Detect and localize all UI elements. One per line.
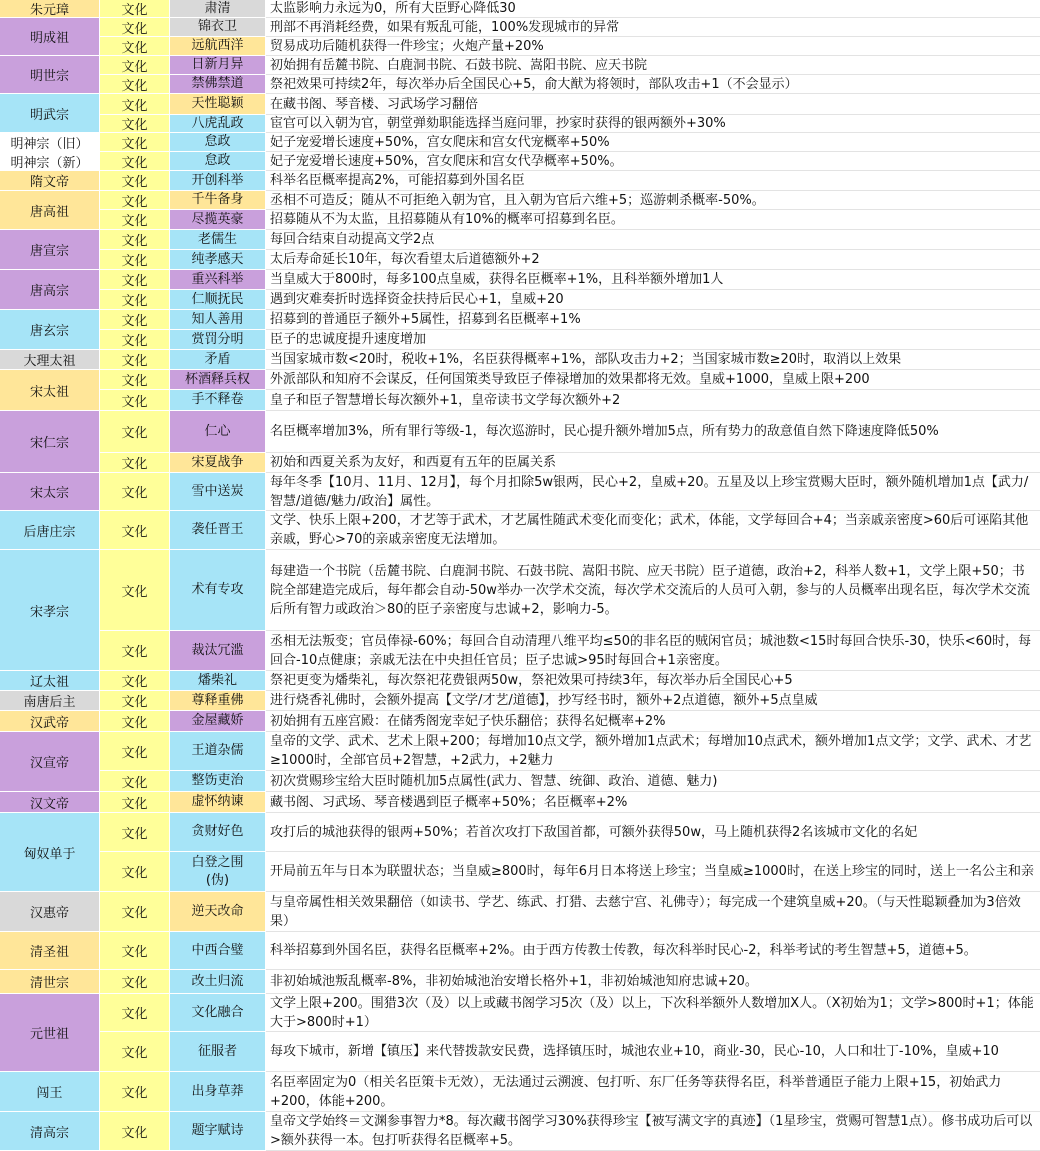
trait-effect-cell: 宦官可以入朝为官，朝堂弹劾职能选择当庭问罪，抄家时获得的银两额外+30% xyxy=(266,115,1040,133)
trait-effect-cell: 丞相无法叛变；官员俸禄-60%；每回合自动清理八维平均≤50的非名臣的贼闲官员；城池数<15时每回合快乐-30，快乐<60时，每回合-10点健康；亲戚无法在中央担任官员；臣子忠诚>95时每回合+1亲密度。 xyxy=(266,631,1040,671)
category-cell: 文化 xyxy=(100,152,170,171)
trait-name-cell: 征服者 xyxy=(170,1032,266,1072)
trait-effect-cell: 祭祀效果可持续2年，每次举办后全国民心+5，俞大猷为将领时，部队攻击+1（不会显示） xyxy=(266,75,1040,94)
trait-name-cell: 锦衣卫 xyxy=(170,18,266,37)
trait-name-cell: 题字赋诗 xyxy=(170,1112,266,1151)
trait-effect-cell: 文学、快乐上限+200，才艺等于武术，才艺属性随武术变化而变化；武术，体能，文学每回合+4；当亲戚亲密度>60后可诬陷其他亲戚，野心>70的亲戚亲密度无法增加。 xyxy=(266,511,1040,550)
emperor-name-cell: 明成祖 xyxy=(0,18,100,56)
category-cell: 文化 xyxy=(100,732,170,771)
category-cell: 文化 xyxy=(100,453,170,473)
trait-name-cell: 金屋藏娇 xyxy=(170,711,266,732)
trait-name-cell: 贪财好色 xyxy=(170,813,266,852)
trait-effect-cell: 丞相不可造反；随从不可拒绝入朝为官，且入朝为官后六维+5；巡游刺杀概率-50%。 xyxy=(266,191,1040,210)
trait-name-cell: 矛盾 xyxy=(170,350,266,370)
category-cell: 文化 xyxy=(100,0,170,18)
emperor-name-cell: 明世宗 xyxy=(0,56,100,94)
category-cell: 文化 xyxy=(100,631,170,671)
category-cell: 文化 xyxy=(100,932,170,970)
trait-name-cell: 禁佛禁道 xyxy=(170,75,266,94)
trait-name-cell: 知人善用 xyxy=(170,310,266,330)
trait-effect-cell: 与皇帝属性相关效果翻倍（如读书、学艺、练武、打猎、去慈宁宫、礼佛寺）；每完成一个建筑皇威+20。（与天性聪颖叠加为3倍效果） xyxy=(266,892,1040,932)
category-cell: 文化 xyxy=(100,852,170,892)
trait-name-cell: 老儒生 xyxy=(170,230,266,250)
category-cell: 文化 xyxy=(100,350,170,370)
emperor-name-cell: 宋太祖 xyxy=(0,370,100,411)
emperor-name-cell: 宋仁宗 xyxy=(0,411,100,473)
emperor-name-cell: 清世宗 xyxy=(0,970,100,994)
trait-name-cell: 日新月异 xyxy=(170,56,266,75)
emperor-name-cell: 大理太祖 xyxy=(0,350,100,370)
emperor-name-cell: 闯王 xyxy=(0,1072,100,1112)
category-cell: 文化 xyxy=(100,230,170,250)
trait-name-cell: 袭任晋王 xyxy=(170,511,266,550)
category-cell: 文化 xyxy=(100,310,170,330)
trait-name-cell: 怠政 xyxy=(170,133,266,152)
emperor-name-cell: 宋孝宗 xyxy=(0,550,100,671)
emperor-name-cell: 明神宗（旧） xyxy=(0,133,100,152)
trait-name-cell: 白登之围 (伪) xyxy=(170,852,266,892)
trait-name-cell: 王道杂儒 xyxy=(170,732,266,771)
trait-name-cell: 术有专攻 xyxy=(170,550,266,631)
trait-name-cell: 燔柴礼 xyxy=(170,671,266,691)
trait-name-cell: 雪中送炭 xyxy=(170,473,266,511)
emperor-name-cell: 南唐后主 xyxy=(0,691,100,711)
category-cell: 文化 xyxy=(100,171,170,191)
trait-effect-cell: 皇帝的文学、武术、艺术上限+200；每增加10点文学，额外增加1点武术；每增加10点武术，额外增加1点文学；文学、武术、才艺≥1000时，全部官员+2智慧，+2武力，+2魅力 xyxy=(266,732,1040,771)
trait-name-cell: 八虎乱政 xyxy=(170,115,266,133)
emperor-name-cell: 唐玄宗 xyxy=(0,310,100,350)
category-cell: 文化 xyxy=(100,711,170,732)
trait-name-cell: 仁心 xyxy=(170,411,266,453)
category-cell: 文化 xyxy=(100,330,170,350)
category-cell: 文化 xyxy=(100,390,170,411)
category-cell: 文化 xyxy=(100,56,170,75)
trait-effect-cell: 每年冬季【10月、11月、12月】，每个月扣除5w银两，民心+2，皇威+20。五星及以上珍宝赏赐大臣时，额外随机增加1点【武力/智慧/道德/魅力/政治】属性。 xyxy=(266,473,1040,511)
trait-name-cell: 中西合璧 xyxy=(170,932,266,970)
trait-effect-cell: 招募到的普通臣子额外+5属性，招募到名臣概率+1% xyxy=(266,310,1040,330)
category-cell: 文化 xyxy=(100,133,170,152)
emperor-name-cell: 唐高宗 xyxy=(0,270,100,310)
trait-effect-cell: 招募随从不为太监，且招募随从有10%的概率可招募到名臣。 xyxy=(266,210,1040,230)
category-cell: 文化 xyxy=(100,550,170,631)
trait-name-cell: 远航西洋 xyxy=(170,37,266,56)
category-cell: 文化 xyxy=(100,370,170,390)
trait-effect-cell: 当皇威大于800时，每多100点皇威，获得名臣概率+1%，且科举额外增加1人 xyxy=(266,270,1040,290)
category-cell: 文化 xyxy=(100,1112,170,1151)
category-cell: 文化 xyxy=(100,970,170,994)
trait-name-cell: 仁顺抚民 xyxy=(170,290,266,310)
trait-name-cell: 整饬吏治 xyxy=(170,771,266,792)
trait-name-cell: 肃清 xyxy=(170,0,266,18)
emperor-name-cell: 朱元璋 xyxy=(0,0,100,18)
category-cell: 文化 xyxy=(100,270,170,290)
trait-name-cell: 赏罚分明 xyxy=(170,330,266,350)
category-cell: 文化 xyxy=(100,792,170,813)
trait-effect-cell: 攻打后的城池获得的银两+50%；若首次攻打下敌国首都，可额外获得50w，马上随机获得2名该城市文化的名妃 xyxy=(266,813,1040,852)
category-cell: 文化 xyxy=(100,210,170,230)
trait-effect-cell: 臣子的忠诚度提升速度增加 xyxy=(266,330,1040,350)
trait-effect-cell: 妃子宠爱增长速度+50%，宫女爬床和宫女代孕概率+50%。 xyxy=(266,152,1040,171)
category-cell: 文化 xyxy=(100,37,170,56)
trait-name-cell: 尊释重佛 xyxy=(170,691,266,711)
emperor-name-cell: 汉文帝 xyxy=(0,792,100,813)
category-cell: 文化 xyxy=(100,892,170,932)
category-cell: 文化 xyxy=(100,511,170,550)
category-cell: 文化 xyxy=(100,473,170,511)
category-cell: 文化 xyxy=(100,1072,170,1112)
category-cell: 文化 xyxy=(100,771,170,792)
trait-effect-cell: 刑部不再消耗经费，如果有叛乱可能，100%发现城市的异常 xyxy=(266,18,1040,37)
category-cell: 文化 xyxy=(100,250,170,270)
category-cell: 文化 xyxy=(100,1032,170,1072)
trait-effect-cell: 非初始城池叛乱概率-8%，非初始城池治安增长格外+1，非初始城池知府忠诚+20。 xyxy=(266,970,1040,994)
trait-effect-cell: 科举名臣概率提高2%，可能招募到外国名臣 xyxy=(266,171,1040,191)
category-cell: 文化 xyxy=(100,994,170,1032)
category-cell: 文化 xyxy=(100,75,170,94)
trait-name-cell: 逆天改命 xyxy=(170,892,266,932)
trait-name-cell: 文化融合 xyxy=(170,994,266,1032)
trait-effect-cell: 初始拥有五座宫殿：在储秀阁宠幸妃子快乐翻倍；获得名妃概率+2% xyxy=(266,711,1040,732)
trait-name-cell: 开创科举 xyxy=(170,171,266,191)
trait-name-cell: 重兴科举 xyxy=(170,270,266,290)
trait-effect-cell: 每回合结束自动提高文学2点 xyxy=(266,230,1040,250)
trait-effect-cell: 皇子和臣子智慧增长每次额外+1，皇帝读书文学每次额外+2 xyxy=(266,390,1040,411)
trait-name-cell: 出身草莽 xyxy=(170,1072,266,1112)
trait-effect-cell: 妃子宠爱增长速度+50%，宫女爬床和宫女代宠概率+50% xyxy=(266,133,1040,152)
emperor-name-cell: 辽太祖 xyxy=(0,671,100,691)
emperor-name-cell: 汉宣帝 xyxy=(0,732,100,792)
trait-name-cell: 杯酒释兵权 xyxy=(170,370,266,390)
emperor-name-cell: 隋文帝 xyxy=(0,171,100,191)
category-cell: 文化 xyxy=(100,813,170,852)
category-cell: 文化 xyxy=(100,191,170,210)
category-cell: 文化 xyxy=(100,671,170,691)
emperor-name-cell: 唐高祖 xyxy=(0,191,100,230)
trait-effect-cell: 初始拥有岳麓书院、白鹿洞书院、石鼓书院、嵩阳书院、应天书院 xyxy=(266,56,1040,75)
emperor-name-cell: 汉武帝 xyxy=(0,711,100,732)
trait-effect-cell: 在藏书阁、琴音楼、习武场学习翻倍 xyxy=(266,94,1040,115)
trait-name-cell: 千牛备身 xyxy=(170,191,266,210)
emperor-name-cell: 匈奴单于 xyxy=(0,813,100,892)
trait-effect-cell: 名臣概率增加3%，所有罪行等级-1，每次巡游时，民心提升额外增加5点，所有势力的敌意值自然下降速度降低50% xyxy=(266,411,1040,453)
trait-effect-cell: 每攻下城市，新增【镇压】来代替拨款安民费，选择镇压时，城池农业+10，商业-30，民心-10，人口和壮丁-10%，皇威+10 xyxy=(266,1032,1040,1072)
category-cell: 文化 xyxy=(100,115,170,133)
trait-effect-cell: 进行烧香礼佛时，会额外提高【文学/才艺/道德】，抄写经书时，额外+2点道德，额外+5点皇威 xyxy=(266,691,1040,711)
trait-effect-cell: 太后寿命延长10年，每次看望太后道德额外+2 xyxy=(266,250,1040,270)
emperor-name-cell: 清高宗 xyxy=(0,1112,100,1151)
trait-effect-cell: 科举招募到外国名臣，获得名臣概率+2%。由于西方传教士传教，每次科举时民心-2，科举考试的考生智慧+5，道德+5。 xyxy=(266,932,1040,970)
trait-effect-cell: 当国家城市数<20时，税收+1%，名臣获得概率+1%，部队攻击力+2；当国家城市数≥20时，取消以上效果 xyxy=(266,350,1040,370)
emperor-name-cell: 后唐庄宗 xyxy=(0,511,100,550)
trait-effect-cell: 文学上限+200。围猎3次（及）以上或藏书阁学习5次（及）以上，下次科举额外人数增加X人。（X初始为1；文学>800时+1；体能大于>800时+1） xyxy=(266,994,1040,1032)
trait-effect-cell: 初始和西夏关系为友好，和西夏有五年的臣属关系 xyxy=(266,453,1040,473)
emperor-name-cell: 明神宗（新） xyxy=(0,152,100,171)
trait-effect-cell: 初次赏赐珍宝给大臣时随机加5点属性(武力、智慧、统御、政治、道德、魅力) xyxy=(266,771,1040,792)
trait-effect-cell: 贸易成功后随机获得一件珍宝；火炮产量+20% xyxy=(266,37,1040,56)
trait-name-cell: 裁汰冗滥 xyxy=(170,631,266,671)
emperor-name-cell: 唐宣宗 xyxy=(0,230,100,270)
trait-effect-cell: 祭祀更变为燔柴礼，每次祭祀花费银两50w，祭祀效果可持续3年，每次举办后全国民心+5 xyxy=(266,671,1040,691)
trait-name-cell: 改土归流 xyxy=(170,970,266,994)
trait-effect-cell: 每建造一个书院（岳麓书院、白鹿洞书院、石鼓书院、嵩阳书院、应天书院）臣子道德，政治+2，科举人数+1，文学上限+50；书院全部建造完成后，每年都会自动-50w举办一次学术交流，每次学术交流后的人员可入朝，参与的人员概率出现名臣，每次学术交流后所有智力或政治＞80的臣子亲密度与忠诚+2，影响力-5。 xyxy=(266,550,1040,631)
category-cell: 文化 xyxy=(100,411,170,453)
trait-name-cell: 怠政 xyxy=(170,152,266,171)
trait-effect-cell: 外派部队和知府不会谋反，任何国策类导致臣子俸禄增加的效果都将无效。皇威+1000，皇威上限+200 xyxy=(266,370,1040,390)
emperor-name-cell: 清圣祖 xyxy=(0,932,100,970)
trait-effect-cell: 太监影响力永远为0，所有大臣野心降低30 xyxy=(266,0,1040,18)
trait-name-cell: 纯孝感天 xyxy=(170,250,266,270)
trait-effect-cell: 藏书阁、习武场、琴音楼遇到臣子概率+50%；名臣概率+2% xyxy=(266,792,1040,813)
trait-name-cell: 虚怀纳谏 xyxy=(170,792,266,813)
emperor-name-cell: 元世祖 xyxy=(0,994,100,1072)
trait-name-cell: 宋夏战争 xyxy=(170,453,266,473)
category-cell: 文化 xyxy=(100,691,170,711)
emperor-name-cell: 明武宗 xyxy=(0,94,100,133)
category-cell: 文化 xyxy=(100,18,170,37)
emperor-name-cell: 汉惠帝 xyxy=(0,892,100,932)
trait-effect-cell: 开局前五年与日本为联盟状态；当皇威≥800时，每年6月日本将送上珍宝；当皇威≥1000时，在送上珍宝的同时，送上一名公主和亲 xyxy=(266,852,1040,892)
trait-name-cell: 天性聪颖 xyxy=(170,94,266,115)
category-cell: 文化 xyxy=(100,94,170,115)
emperor-name-cell: 宋太宗 xyxy=(0,473,100,511)
trait-name-cell: 尽揽英豪 xyxy=(170,210,266,230)
trait-effect-cell: 名臣率固定为0（相关名臣策卡无效），无法通过云溯渡、包打听、东厂任务等获得名臣，科举普通臣子能力上限+15，初始武力+200，体能+200。 xyxy=(266,1072,1040,1112)
category-cell: 文化 xyxy=(100,290,170,310)
trait-effect-cell: 皇帝文学始终＝文渊参事智力*8。每次藏书阁学习30%获得珍宝【被写满文字的真迹】（1星珍宝，赏赐可智慧1点）。修书成功后可以>额外获得一本。包打听获得名臣概率+5。 xyxy=(266,1112,1040,1151)
trait-effect-cell: 遇到灾难奏折时选择资金扶持后民心+1，皇威+20 xyxy=(266,290,1040,310)
trait-name-cell: 手不释卷 xyxy=(170,390,266,411)
